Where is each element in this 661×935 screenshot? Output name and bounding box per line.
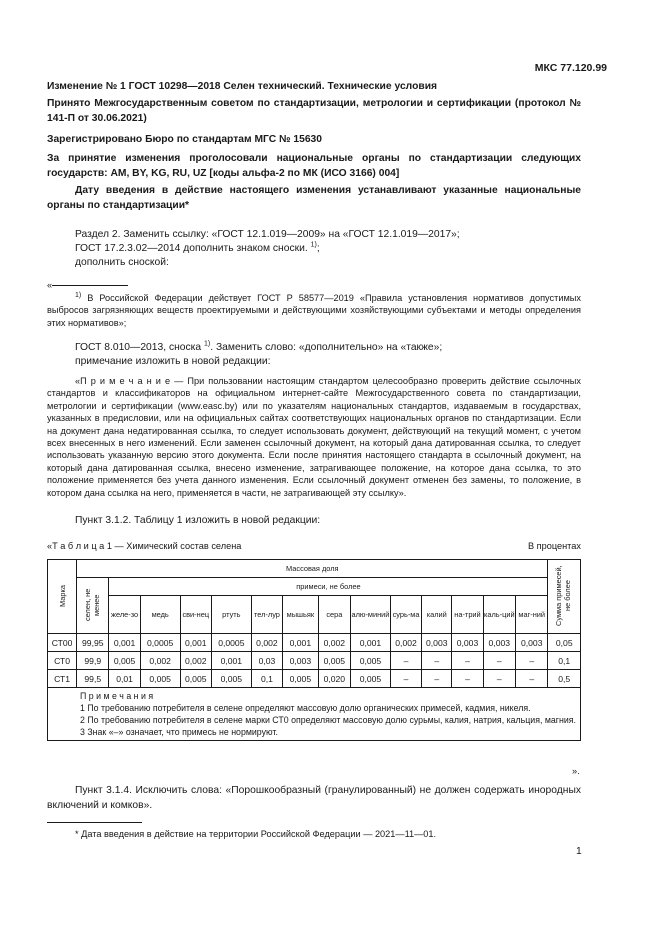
- quote-open: «: [47, 280, 53, 290]
- impurity-cell: 0,003: [483, 634, 515, 652]
- impurity-cell: 0,005: [351, 670, 391, 688]
- impurity-cell: 0,001: [180, 634, 211, 652]
- header-impurity-col: медь: [140, 596, 180, 634]
- note-paragraph: «П р и м е ч а н и е — При пользовании настоящим стандартом целесообразно проверить действие ссылочных стандартов и классификаторов на официальном интернет-сайте Межгосударственного совета по стандартизации, метрологии и сертификации (www.easc.by) или по указателям национальных стандартов, издаваемым в государствах, указанных в предисловии, или на официальных сайтах соответствующих национальных органов по стандартизации. Если на документ дана недатированная ссылка, то следует использовать документ, действующий на текущий момент, с учетом всех внесенных в него изменений. Если заменен ссылочный документ, на который дана датированная ссылка, то следует использовать указанную версию этого документа. Если после принятия настоящего стандарта в ссылочный документ, на который дана датированная ссылка, внесено изменение, затрагивающее положение, на которое дана ссылка, то это положение применяется без учета данного изменения. Если ссылочный документ отменен без замены, то положение, в котором дана ссылка на него, применяется в части, не затрагивающей эту ссылку».: [47, 376, 581, 498]
- impurity-cell: –: [483, 670, 515, 688]
- impurity-cell: 0,002: [390, 634, 421, 652]
- section2-line2: [75, 242, 581, 257]
- gost8010-line1-text: ГОСТ 8.010—2013, сноска: [75, 342, 204, 353]
- impurity-cell: 0,005: [318, 652, 350, 670]
- punkt-3-1-4: Пункт 3.1.4. Исключить слова: «Порошкообразный (гранулированный) не должен содержать инородных включений и комков».: [47, 785, 581, 811]
- header-impurity-col: сви-нец: [180, 596, 211, 634]
- footnote1: [47, 292, 581, 329]
- impurity-cell: 0,020: [318, 670, 350, 688]
- grade-cell: СТ1: [48, 670, 77, 688]
- table-row: [48, 652, 581, 670]
- selenium-cell: 99,95: [77, 634, 109, 652]
- footnote-rule: [52, 285, 128, 286]
- header-impurity-col: маг-ний: [515, 596, 548, 634]
- footnote-star: * Дата введения в действие на территории Российской Федерации — 2021—11—01.: [75, 829, 437, 839]
- impurity-cell: 0,002: [180, 652, 211, 670]
- table-row: [48, 670, 581, 688]
- header-impurity-col: калий: [422, 596, 452, 634]
- section2-line2-text: ГОСТ 17.2.3.02—2014 дополнить знаком сноски.: [75, 243, 311, 254]
- impurity-cell: 0,005: [180, 670, 211, 688]
- gost8010-footnote-marker: 1): [203, 340, 211, 348]
- impurity-cell: –: [515, 652, 548, 670]
- impurity-cell: –: [390, 652, 421, 670]
- impurity-cell: 0,005: [211, 670, 251, 688]
- impurity-cell: 0,003: [422, 634, 452, 652]
- impurity-cell: 0,002: [251, 634, 282, 652]
- table-note: 2 По требованию потребителя в селене марки СТ0 определяют массовую долю сурьмы, калия, натрия, кальция, магния.: [80, 715, 576, 725]
- impurity-cell: 0,005: [140, 670, 180, 688]
- chemical-composition-table: [47, 559, 581, 741]
- impurity-cell: 0,003: [515, 634, 548, 652]
- impurity-cell: 0,002: [140, 652, 180, 670]
- impurity-cell: –: [452, 652, 483, 670]
- impurity-cell: 0,001: [351, 634, 391, 652]
- header-grade: Марка: [48, 560, 77, 634]
- registered-statement: Зарегистрировано Бюро по стандартам МГС № 15630: [47, 134, 323, 145]
- grade-cell: СТ0: [48, 652, 77, 670]
- gost8010-line1-end: . Заменить слово: «дополнительно» на «также»;: [210, 342, 443, 353]
- impurity-cell: –: [390, 670, 421, 688]
- header-impurity-col: тел-лур: [251, 596, 282, 634]
- document-title: Изменение № 1 ГОСТ 10298—2018 Селен технический. Технические условия: [47, 81, 438, 92]
- table-units: В процентах: [527, 541, 581, 551]
- header-impurity-col: ртуть: [211, 596, 251, 634]
- impurity-cell: 0,003: [452, 634, 483, 652]
- impurity-cell: –: [422, 670, 452, 688]
- page-number: 1: [576, 846, 582, 857]
- impurity-cell: 0,002: [318, 634, 350, 652]
- impurity-cell: 0,0005: [211, 634, 251, 652]
- selenium-cell: 99,9: [77, 652, 109, 670]
- impurity-cell: –: [483, 652, 515, 670]
- header-selenium: селен, не менее: [77, 578, 109, 634]
- selenium-cell: 99,5: [77, 670, 109, 688]
- impurity-cell: 0,005: [351, 652, 391, 670]
- header-impurity-col: алю-миний: [351, 596, 391, 634]
- impurity-cell: 0,03: [251, 652, 282, 670]
- grade-cell: СТ00: [48, 634, 77, 652]
- table-closing-quote: ».: [572, 766, 580, 776]
- header-impurity-col: сурь-ма: [390, 596, 421, 634]
- header-impurity-col: каль-ций: [483, 596, 515, 634]
- table-row: [48, 634, 581, 652]
- sum-cell: 0,1: [548, 652, 581, 670]
- impurity-cell: 0,005: [283, 670, 319, 688]
- classification-code: МКС 77.120.99: [534, 62, 607, 74]
- header-mass-fraction: Массовая доля: [77, 560, 548, 578]
- section2-line1: Раздел 2. Заменить ссылку: «ГОСТ 12.1.019—2009» на «ГОСТ 12.1.019—2017»;: [75, 229, 460, 240]
- footnote1-marker: 1): [75, 291, 82, 299]
- impurity-cell: 0,01: [109, 670, 140, 688]
- impurity-cell: –: [422, 652, 452, 670]
- footnote-star-rule: [47, 822, 142, 823]
- table-note: 3 Знак «–» означает, что примесь не нормируют.: [80, 727, 278, 737]
- section2-line3: дополнить сноской:: [75, 257, 169, 268]
- impurity-cell: –: [452, 670, 483, 688]
- impurity-cell: 0,0005: [140, 634, 180, 652]
- effective-date-statement: Дату введения в действие настоящего изменения устанавливают указанные национальные органы по стандартизации*: [47, 185, 581, 211]
- table-notes: [48, 688, 581, 741]
- footnote1-text: В Российской Федерации действует ГОСТ Р 58577—2019 «Правила установления нормативов допустимых выбросов загрязняющих веществ проектируемыми и действующими хозяйствующими субъектами и методы определения этих нормативов»;: [47, 293, 581, 328]
- impurity-cell: 0,003: [283, 652, 319, 670]
- header-impurity-col: сера: [318, 596, 350, 634]
- notes-title: П р и м е ч а н и я: [80, 691, 154, 701]
- header-impurity-col: мышьяк: [283, 596, 319, 634]
- voted-statement: За принятие изменения проголосовали национальные органы по стандартизации следующих государств: AM, BY, KG, RU, UZ [коды альфа-2 по МК (ИСО 3166) 004]: [47, 153, 581, 179]
- punkt-3-1-2: Пункт 3.1.2. Таблицу 1 изложить в новой редакции:: [75, 515, 321, 526]
- sum-cell: 0,5: [548, 670, 581, 688]
- header-impurities: примеси, не более: [109, 578, 548, 596]
- gost8010-line1: [75, 341, 581, 356]
- impurity-cell: 0,001: [211, 652, 251, 670]
- sum-cell: 0,05: [548, 634, 581, 652]
- adopted-statement: Принято Межгосударственным советом по стандартизации, метрологии и сертификации (протокол № 141-П от 30.06.2021): [47, 98, 581, 124]
- header-impurity-col: на-трий: [452, 596, 483, 634]
- impurity-cell: –: [515, 670, 548, 688]
- impurity-cell: 0,001: [109, 634, 140, 652]
- footnote-marker: 1): [310, 241, 317, 249]
- table-note: 1 По требованию потребителя в селене определяют массовую долю органических примесей, кадмия, никеля.: [80, 703, 531, 713]
- section2-line2-end: ;: [316, 243, 320, 254]
- header-impurity-col: желе-зо: [109, 596, 140, 634]
- impurity-cell: 0,1: [251, 670, 282, 688]
- impurity-cell: 0,001: [283, 634, 319, 652]
- table-caption-prefix: «Т а б л и ц а: [47, 541, 105, 551]
- header-sum-impurities: Сумма примесей, не более: [548, 560, 581, 634]
- table-caption: [47, 540, 241, 552]
- impurity-cell: 0,005: [109, 652, 140, 670]
- table-caption-text: 1 — Химический состав селена: [104, 541, 242, 551]
- gost8010-line2: примечание изложить в новой редакции:: [75, 356, 271, 367]
